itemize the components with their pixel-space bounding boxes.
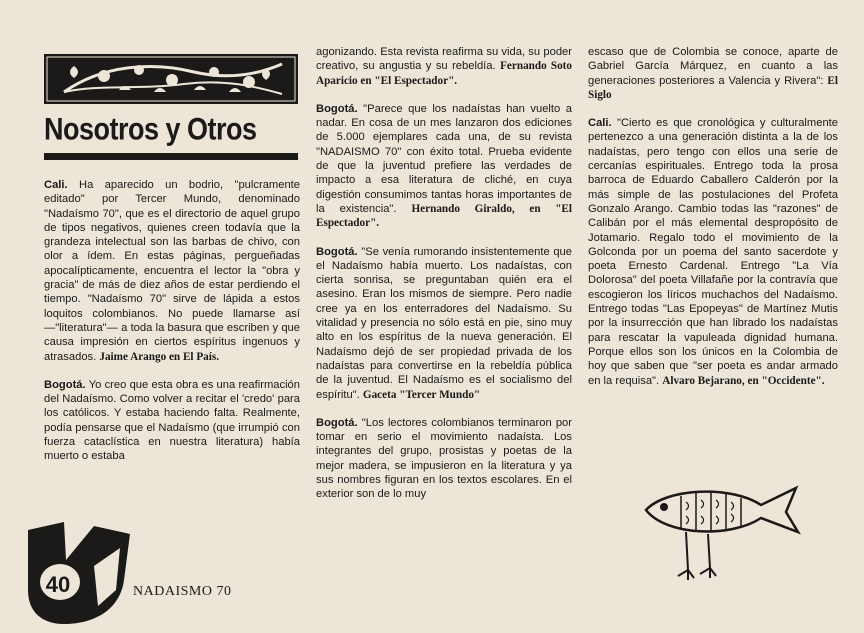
fish-illustration-icon bbox=[636, 470, 806, 590]
ornamental-header-icon bbox=[44, 54, 298, 104]
article-paragraph bbox=[316, 45, 572, 88]
paragraph-location: Cali. bbox=[44, 179, 68, 191]
paragraph-body: "Se venía rumorando insistentemente que el Nadaísmo había muerto. Los nadaístas, con cierta sonrisa, se preguntaban quién era el asesino. Eran los mismos de siempre. Pero nadie cree ya en los enterradores del Nadaísmo. Su vitalidad y presencia no sólo está en pie, sino muy alto en los espíritus de la nueva generación. El Nadaísmo dejó de ser propiedad privada de los nadaístas para convertirse en la rebeldía pública de la juventud. El Nadaísmo es el socialismo del espíritu". bbox=[316, 245, 572, 401]
article-paragraph bbox=[588, 116, 838, 388]
paragraph-location: Bogotá. bbox=[316, 102, 358, 115]
paragraph-attribution: El Siglo bbox=[588, 74, 838, 101]
article-paragraph bbox=[588, 45, 838, 102]
paragraph-location: Bogotá. bbox=[316, 416, 358, 429]
column-3 bbox=[588, 45, 838, 402]
article-paragraph bbox=[44, 178, 300, 364]
column-1 bbox=[44, 178, 300, 478]
article-paragraph bbox=[44, 378, 300, 464]
paragraph-location: Bogotá. bbox=[316, 245, 358, 258]
article-paragraph bbox=[316, 245, 572, 402]
paragraph-body: agonizando. Esta revista reafirma su vida, su poder creativo, su angustia y su rebeldía. bbox=[316, 46, 572, 73]
paragraph-body: "Parece que los nadaístas han vuelto a nadar. En cosa de un mes lanzaron dos ediciones de 5.000 ejemplares cada una, de su revista "NADAISMO 70" con éxito total. Prueba evidente de que la juventud prefiere las verdades de impacto a esa literatura de cliché, en cuya digestión consumimos tantas horas importantes de la existencia". bbox=[316, 102, 572, 215]
paragraph-body: Ha aparecido un bodrio, "pulcramente editado" por Tercer Mundo, denominado "Nadaísmo 70", que es el directorio de aquel grupo de tipos negativos, quienes creen todavía que la grandeza intelectual son las barbas de chivo, con olor a ídem. En estas páginas, pergueñadas apocalípticamente, encuentra el lector la "obra y gracia" de más de diez años de estar perdiendo el tiempo. "Nadaísmo 70" sirve de lápida a estos loquitos colombianos. No puede llamarse así —"literatura"— a toda la basura que escriben y que causa impresión en ciertos espíritus ingenuos y atrasados. bbox=[44, 179, 301, 363]
article-paragraph bbox=[316, 416, 572, 502]
paragraph-body: escaso que de Colombia se conoce, aparte de Gabriel García Márquez, en cuanto a las generaciones posteriores a Valencia y Rivera": bbox=[588, 46, 838, 87]
paragraph-location: Bogotá. bbox=[44, 378, 86, 391]
article-paragraph bbox=[316, 102, 572, 231]
paragraph-body: Yo creo que esta obra es una reafirmación del Nadaísmo. Como volver a recitar el 'credo' para los católicos. Y estaba haciendo falta. Realmente, podía pensarse que el Nadaísmo (que irrumpió con fuerza cataclística en nuestra literatura) había muerto o estaba bbox=[44, 378, 301, 463]
paragraph-attribution: Jaime Arango en El País. bbox=[99, 350, 220, 363]
column-2 bbox=[316, 45, 572, 516]
paragraph-attribution: Hernando Giraldo, en "El Espectador". bbox=[316, 202, 572, 230]
paragraph-attribution: Gaceta "Tercer Mundo" bbox=[362, 388, 481, 401]
title-divider bbox=[44, 153, 298, 160]
paragraph-attribution: Alvaro Bejarano, en "Occidente". bbox=[662, 374, 825, 387]
page-number: 40 bbox=[45, 572, 71, 597]
paragraph-body: "Los lectores colombianos terminaron por tomar en serio el movimiento nadaísta. Los integrantes del grupo, prosistas y poetas de la mejor madera, se impusieron en la literatura y ya sus nombres figuran en los textos escolares. En el exterior son de lo muy bbox=[316, 416, 573, 501]
page-title: Nosotros y Otros bbox=[44, 112, 257, 147]
paragraph-location: Cali. bbox=[588, 117, 612, 130]
paragraph-body: "Cierto es que cronológica y culturalmente pertenezco a una generación distinta a la de los nadaístas, pero tengo con ellos una serie de cercanías espirituales. Entrego toda la prosa barroca de Eduardo Caballero Calderón por la más simple de las postulaciones del Profeta Gonzalo Arango. Cambio todas las "razones" de Calibán por el más elemental despropósito de Jotamario. Regalo todo el movimiento de la Golconda por un poema del santo sacerdote y poeta Ernesto Cardenal. Entrego "La Vía Dolorosa" del poeta Villafañe por la contravía que escogieron los líricos muchachos del Nadaísmo. Entrego todas "Las Epopeyas" de Martínez Mutis por la insurrección que han librado los nadaístas para rescatar la vapuleada dignidad humana. Porque ellos son los únicos en la Colombia de hoy que saben que "ser poeta es andar armado en la requisa". bbox=[588, 117, 839, 387]
paragraph-attribution: Fernando Soto Aparicio en "El Espectador". bbox=[316, 60, 572, 87]
publication-name: NADAISMO 70 bbox=[133, 584, 232, 599]
